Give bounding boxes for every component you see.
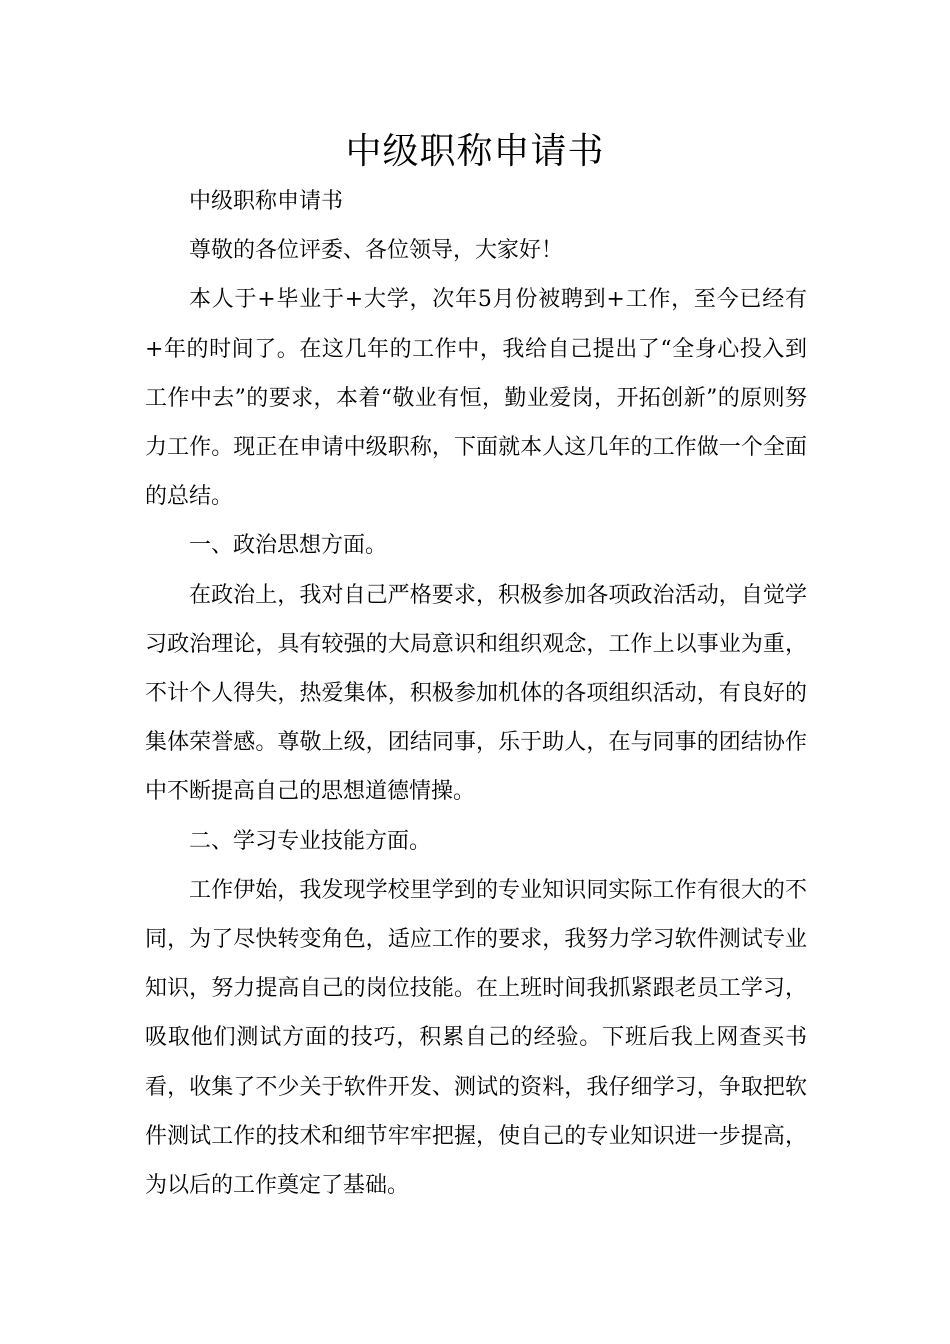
greeting-paragraph: 尊敬的各位评委、各位领导，大家好！ — [189, 238, 564, 264]
intro-paragraph: 本人于+毕业于+大学，次年5月份被聘到+工作，至今已经有+年的时间了。在这几年的工作中，我给自己提出了“全身心投入到工作中去”的要求，本着“敬业有恒，勤业爱岗，开拓创新”的原则努力工作。现正在申请中级职称，下面就本人这几年的工作做一个全面的总结。 — [145, 287, 807, 510]
skills-paragraph: 工作伊始，我发现学校里学到的专业知识同实际工作有很大的不同，为了尽快转变角色，适应工作的要求，我努力学习软件测试专业知识，努力提高自己的岗位技能。在上班时间我抓紧跟老员工学习，吸取他们测试方面的技巧，积累自己的经验。下班后我上网查买书看，收集了不少关于软件开发、测试的资料，我仔细学习，争取把软件测试工作的技术和细节牢牢把握，使自己的专业知识进一步提高，为以后的工作奠定了基础。 — [145, 877, 807, 1199]
doc-subtitle-paragraph: 中级职称申请书 — [189, 189, 344, 214]
political-paragraph: 在政治上，我对自己严格要求，积极参加各项政治活动，自觉学习政治理论，具有较强的大局意识和组织观念，工作上以事业为重，不计个人得失，热爱集体，积极参加机体的各项组织活动，有良好的集体荣誉感。尊敬上级，团结同事，乐于助人，在与同事的团结协作中不断提高自己的思想道德情操。 — [145, 582, 807, 805]
section-heading-political: 一、政治思想方面。 — [189, 533, 388, 559]
document-body — [145, 177, 807, 1210]
document-title: 中级职称申请书 — [345, 131, 605, 172]
section-heading-skills: 二、学习专业技能方面。 — [189, 828, 432, 854]
